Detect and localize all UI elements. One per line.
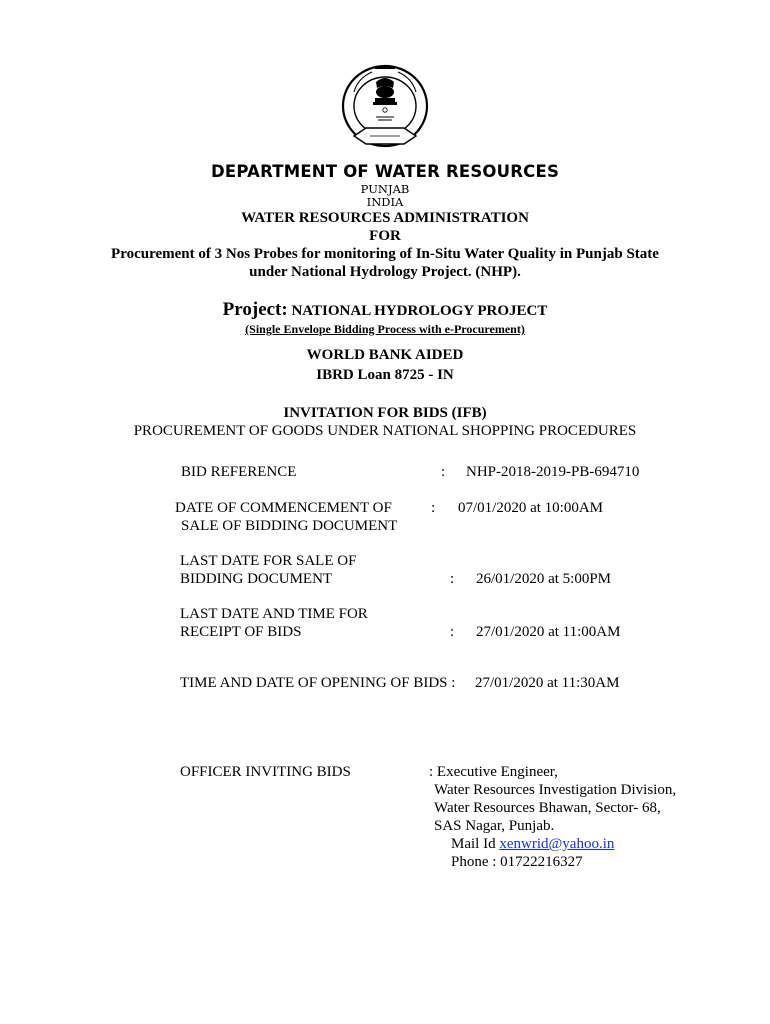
department-title: DEPARTMENT OF WATER RESOURCES [210, 162, 560, 181]
commencement-label-1: DATE OF COMMENCEMENT OF [175, 500, 392, 516]
project-name: NATIONAL HYDROLOGY PROJECT [291, 303, 548, 319]
funding-label: WORLD BANK AIDED [306, 347, 464, 363]
officer-line-2: Water Resources Investigation Division, [434, 782, 677, 798]
officer-line-3: Water Resources Bhawan, Sector- 68, [434, 800, 661, 816]
procurement-line-1: Procurement of 3 Nos Probes for monitoring of In-Situ Water Quality in Punjab State [111, 246, 659, 262]
commencement-value: 07/01/2020 at 10:00AM [458, 500, 603, 516]
ifb-subheading: PROCUREMENT OF GOODS UNDER NATIONAL SHOPPING PROCEDURES [133, 423, 637, 439]
project-heading [0, 299, 770, 321]
receipt-value: 27/01/2020 at 11:00AM [476, 624, 621, 640]
state-emblem-icon [340, 62, 430, 162]
ifb-heading: INVITATION FOR BIDS (IFB) [283, 405, 487, 421]
opening-value: 27/01/2020 at 11:30AM [475, 675, 620, 691]
receipt-sep: : [450, 624, 455, 640]
receipt-label-2: RECEIPT OF BIDS [180, 624, 302, 640]
opening-label: TIME AND DATE OF OPENING OF BIDS : [180, 675, 456, 691]
last-sale-label-1: LAST DATE FOR SALE OF [180, 553, 357, 569]
mail-label: Mail Id [451, 836, 496, 852]
last-sale-label-2: BIDDING DOCUMENT [180, 571, 333, 587]
last-sale-sep: : [450, 571, 455, 587]
bid-reference-label: BID REFERENCE [181, 464, 297, 480]
last-sale-value: 26/01/2020 at 5:00PM [476, 571, 612, 587]
officer-line-4: SAS Nagar, Punjab. [434, 818, 555, 834]
administration-title: WATER RESOURCES ADMINISTRATION [241, 210, 529, 226]
commencement-sep: : [431, 500, 436, 516]
bid-reference-value: NHP-2018-2019-PB-694710 [466, 464, 640, 480]
procurement-line-2: under National Hydrology Project. (NHP). [249, 264, 521, 280]
project-label: Project: [222, 299, 288, 320]
officer-label: OFFICER INVITING BIDS [180, 764, 351, 780]
commencement-label-2: SALE OF BIDDING DOCUMENT [181, 518, 398, 534]
bid-reference-sep: : [441, 464, 446, 480]
country-name: INDIA [366, 195, 404, 209]
officer-line-1: : Executive Engineer, [429, 764, 558, 780]
loan-label: IBRD Loan 8725 - IN [316, 367, 454, 383]
email-link[interactable]: xenwrid@yahoo.in [499, 836, 615, 852]
bidding-process: (Single Envelope Bidding Process with e-Procurement) [245, 322, 525, 336]
receipt-label-1: LAST DATE AND TIME FOR [180, 606, 368, 622]
officer-mail [451, 835, 614, 853]
officer-phone: Phone : 01722216327 [451, 854, 583, 870]
for-label: FOR [369, 228, 401, 244]
state-name: PUNJAB [360, 182, 410, 196]
